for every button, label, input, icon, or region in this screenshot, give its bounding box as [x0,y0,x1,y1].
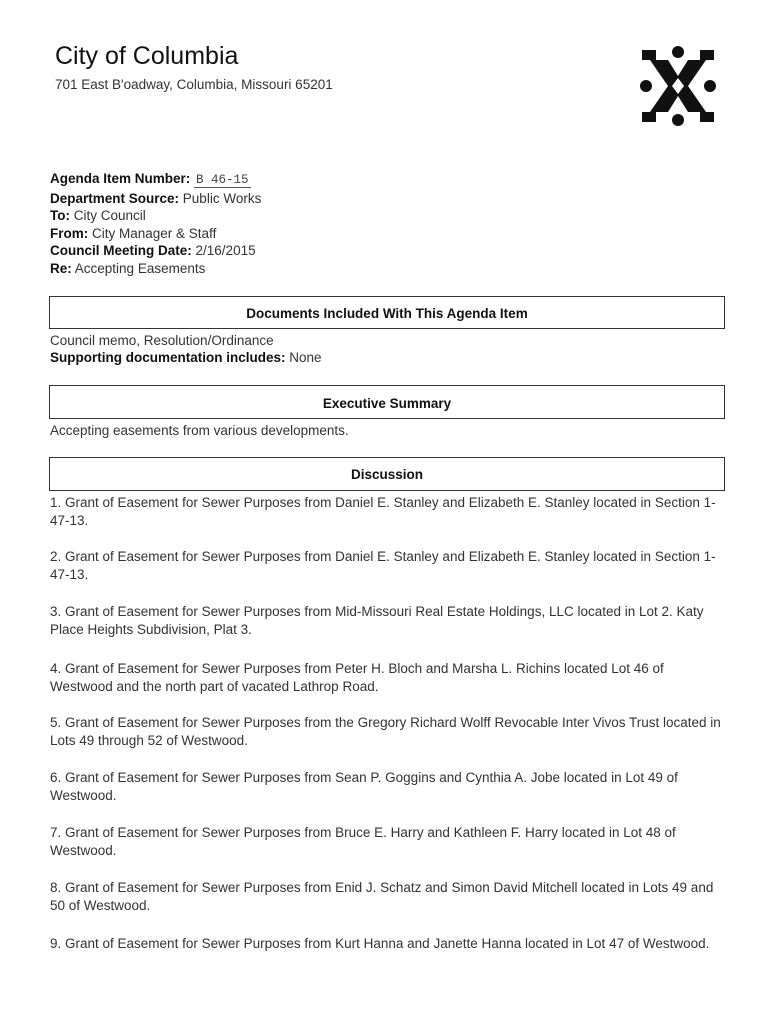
city-logo-icon [640,44,716,128]
agenda-meta [50,170,261,277]
executive-summary-text: Accepting easements from various developments. [50,423,349,438]
page-title: City of Columbia [55,42,239,70]
meeting-date-row [50,242,261,260]
department-row [50,190,261,208]
agenda-number-row [50,170,261,190]
supporting-docs-value: None [289,350,322,365]
discussion-item: 4. Grant of Easement for Sewer Purposes from Peter H. Bloch and Marsha L. Richins located Lot 46 of Westwood and the north part of vacated Lathrop Road. [50,661,664,694]
re-row [50,260,261,278]
from-label: From: [50,225,89,241]
department-label: Department Source: [50,190,180,206]
supporting-docs-row [50,349,322,366]
supporting-docs-label: Supporting documentation includes: [50,350,286,365]
from-row [50,225,261,243]
re-value: Accepting Easements [74,260,206,276]
to-label: To: [50,208,70,223]
discussion-item: 1. Grant of Easement for Sewer Purposes from Daniel E. Stanley and Elizabeth E. Stanley located in Section 1-47-13. [50,495,716,528]
meeting-date-value: 2/16/2015 [195,243,256,258]
documents-list [50,332,322,366]
to-row [50,207,261,225]
agenda-number-value: B 46-15 [196,173,249,187]
meeting-date-label: Council Meeting Date: [50,243,192,258]
re-label: Re: [50,260,72,276]
to-value: City Council [73,208,146,223]
discussion-item: 8. Grant of Easement for Sewer Purposes from Enid J. Schatz and Simon David Mitchell located in Lots 49 and 50 of Westwood. [50,880,714,913]
agenda-number-label: Agenda Item Number: [50,171,191,186]
executive-summary-heading: Executive Summary [49,385,725,419]
documents-line: Council memo, Resolution/Ordinance [50,333,274,348]
discussion-item: 9. Grant of Easement for Sewer Purposes from Kurt Hanna and Janette Hanna located in Lot 47 of Westwood. [50,936,710,951]
city-address: 701 East B'oadway, Columbia, Missouri 65201 [55,77,333,92]
discussion-item: 5. Grant of Easement for Sewer Purposes from the Gregory Richard Wolff Revocable Inter Vivos Trust located in Lots 49 through 52 of Westwood. [50,715,721,748]
discussion-item: 7. Grant of Easement for Sewer Purposes from Bruce E. Harry and Kathleen F. Harry located in Lot 48 of Westwood. [50,825,676,858]
from-value: City Manager & Staff [92,225,217,241]
discussion-heading: Discussion [49,457,725,491]
department-value: Public Works [182,190,262,206]
discussion-item: 3. Grant of Easement for Sewer Purposes from Mid-Missouri Real Estate Holdings, LLC located in Lot 2. Katy Place Heights Subdivision, Plat 3. [50,604,704,637]
discussion-item: 2. Grant of Easement for Sewer Purposes from Daniel E. Stanley and Elizabeth E. Stanley located in Section 1-47-13. [50,549,716,582]
discussion-item: 6. Grant of Easement for Sewer Purposes from Sean P. Goggins and Cynthia A. Jobe located in Lot 49 of Westwood. [50,770,678,803]
documents-heading: Documents Included With This Agenda Item [49,296,725,329]
